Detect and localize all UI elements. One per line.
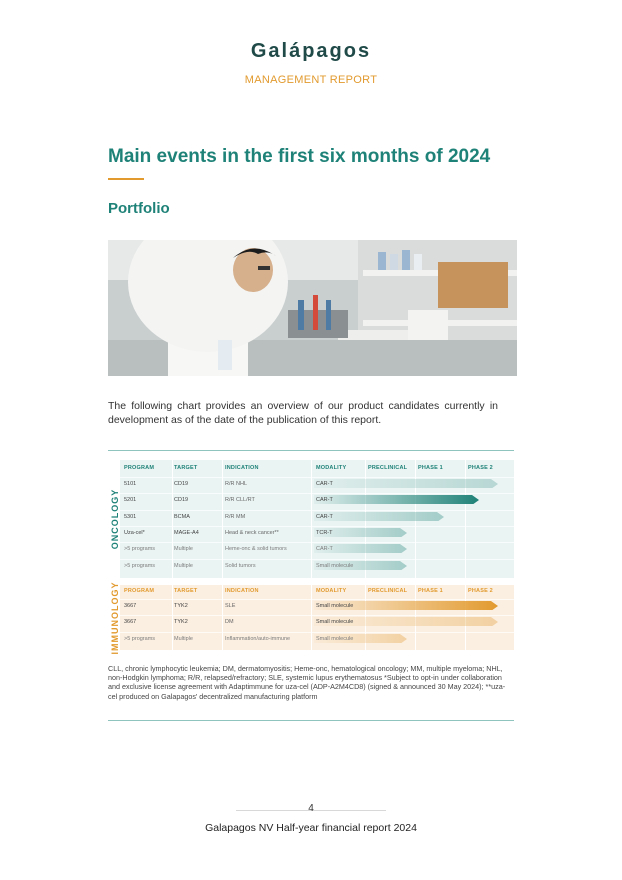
immunology-row-divider: [120, 632, 514, 633]
oncology-row-3-target: MAGE-A4: [174, 529, 199, 536]
immunology-row-2-indication: Inflammation/auto-immune: [225, 635, 291, 642]
immunology-label: IMMUNOLOGY: [110, 581, 120, 655]
oncology-header-phase-1: PHASE 1: [418, 465, 443, 471]
oncology-row-2-target: BCMA: [174, 513, 190, 520]
oncology-row-1-program: 5201: [124, 497, 137, 504]
oncology-row-2-indication: R/R MM: [225, 513, 246, 520]
intro-paragraph: The following chart provides an overview of our product candidates currently in development as of the date of the publication of this report.: [108, 400, 498, 426]
immunology-row-0-target: TYK2: [174, 603, 188, 609]
footer-text: Galapagos NV Half-year financial report 2024: [205, 822, 417, 834]
oncology-row-4-modality: CAR-T: [316, 546, 333, 553]
immunology-row-divider: [120, 615, 514, 616]
oncology-row-0-modality: CAR-T: [316, 481, 333, 487]
immunology-header-target: TARGET: [174, 588, 198, 594]
lab-photo-illustration: [108, 240, 517, 376]
oncology-row-2-progress-bar: [314, 512, 444, 521]
oncology-row-1-progress-bar: [314, 495, 479, 504]
immunology-row-divider: [120, 599, 514, 600]
immunology-row-1-target: TYK2: [174, 619, 188, 626]
oncology-row-3-program: Uza-cel*: [124, 529, 145, 536]
immunology-row-0-indication: SLE: [225, 603, 236, 609]
oncology-header-preclinical: PRECLINICAL: [368, 465, 408, 471]
report-subtitle: MANAGEMENT REPORT: [244, 74, 378, 86]
oncology-row-0-program: 5101: [124, 481, 137, 487]
oncology-header-program: PROGRAM: [124, 465, 155, 471]
oncology-row-divider: [120, 477, 514, 478]
oncology-row-divider: [120, 510, 514, 511]
oncology-header-indication: INDICATION: [225, 465, 259, 471]
immunology-header-modality: MODALITY: [316, 588, 347, 594]
section-title: Portfolio: [108, 200, 170, 217]
immunology-row-0-program: 3667: [124, 603, 137, 609]
immunology-row-2-program: >5 programs: [124, 635, 156, 642]
oncology-header-target: TARGET: [174, 465, 198, 471]
oncology-label: ONCOLOGY: [110, 488, 120, 550]
oncology-row-4-program: >5 programs: [124, 546, 156, 553]
oncology-row-5-program: >5 programs: [124, 562, 156, 569]
oncology-row-4-indication: Heme-onc & solid tumors: [225, 546, 287, 553]
oncology-row-0-indication: R/R NHL: [225, 481, 248, 487]
immunology-row-2-modality: Small molecule: [316, 635, 354, 642]
oncology-row-divider: [120, 559, 514, 560]
oncology-row-1-target: CD19: [174, 497, 189, 504]
immunology-row-1-modality: Small molecule: [316, 619, 354, 626]
oncology-row-5-modality: Small molecule: [316, 562, 354, 569]
chart-top-divider: [108, 450, 514, 451]
oncology-row-2-program: 5301: [124, 513, 137, 520]
immunology-header-preclinical: PRECLINICAL: [368, 588, 408, 594]
chart-footnote: CLL, chronic lymphocytic leukemia; DM, dermatomyositis; Heme-onc, hematological oncology; MM, multiple myeloma; NHL, non-Hodgkin lymphoma; R/R, relapsed/refractory; SLE, systemic lupus erythematosus *Subject to opt-in under collaboration and exclusive license agreement with Adaptimmune for uza-cel (ADP-A2M4CD8) (signed & announced 30 May 2024); **uza-cel produced on Galapagos' decentralized manufacturing platform: [108, 664, 506, 701]
company-logo: Galápagos: [250, 40, 372, 62]
immunology-row-2-target: Multiple: [174, 635, 193, 642]
immunology-column-separator: [172, 585, 173, 650]
immunology-header-indication: INDICATION: [225, 588, 259, 594]
immunology-row-1-program: 3667: [124, 619, 137, 626]
immunology-row-1-indication: DM: [225, 619, 234, 626]
oncology-row-1-indication: R/R CLL/RT: [225, 497, 255, 504]
title-underline: [108, 178, 144, 180]
oncology-row-divider: [120, 526, 514, 527]
oncology-row-4-target: Multiple: [174, 546, 193, 553]
oncology-row-5-target: Multiple: [174, 562, 193, 569]
lab-scientist-photo: [108, 240, 517, 376]
page-number: 4: [308, 803, 314, 814]
oncology-header-modality: MODALITY: [316, 465, 347, 471]
immunology-column-separator: [311, 585, 312, 650]
oncology-row-1-modality: CAR-T: [316, 497, 333, 504]
immunology-header-program: PROGRAM: [124, 588, 155, 594]
oncology-row-3-indication: Head & neck cancer**: [225, 529, 279, 536]
oncology-row-divider: [120, 542, 514, 543]
immunology-column-separator: [222, 585, 223, 650]
oncology-header-phase-2: PHASE 2: [468, 465, 493, 471]
oncology-row-3-modality: TCR-T: [316, 529, 333, 536]
immunology-row-0-modality: Small molecule: [316, 603, 354, 609]
oncology-row-0-target: CD19: [174, 481, 189, 487]
oncology-row-5-indication: Solid tumors: [225, 562, 256, 569]
oncology-row-0-progress-bar: [314, 479, 498, 488]
page-title: Main events in the first six months of 2024: [108, 146, 491, 167]
oncology-row-2-modality: CAR-T: [316, 513, 333, 520]
chart-bottom-divider: [108, 720, 514, 721]
immunology-header-phase-1: PHASE 1: [418, 588, 443, 594]
immunology-header-phase-2: PHASE 2: [468, 588, 493, 594]
oncology-row-divider: [120, 493, 514, 494]
